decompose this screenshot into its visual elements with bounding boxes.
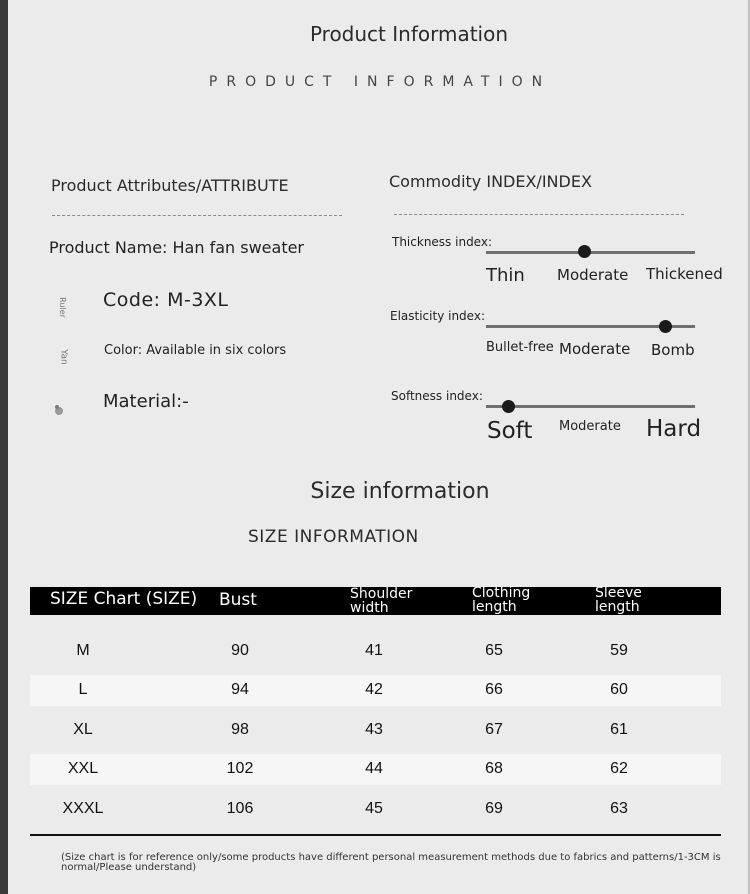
product-name: Product Name: Han fan sweater (49, 238, 305, 257)
cell-shoulder: 42 (365, 681, 383, 698)
size-table-header (30, 587, 721, 615)
table-bottom-rule (30, 834, 721, 836)
thickness-label: Thickness index: (392, 235, 492, 249)
table-row (30, 636, 721, 667)
cell-length: 68 (485, 760, 503, 777)
cell-length: 67 (485, 721, 503, 738)
attributes-divider (52, 215, 342, 216)
elasticity-knob (659, 320, 672, 333)
product-material: Material:- (103, 391, 189, 412)
cell-sleeve: 59 (610, 642, 628, 659)
cell-size: M (76, 642, 90, 659)
table-row (30, 754, 721, 785)
softness-max: Hard (646, 416, 702, 442)
cell-size: L (78, 681, 88, 698)
page-subtitle: PRODUCT INFORMATION (208, 74, 552, 90)
header-sleeve: Sleeve length (595, 585, 642, 615)
thickness-knob (578, 245, 591, 258)
header-bust: Bust (219, 590, 257, 610)
index-heading: Commodity INDEX/INDEX (389, 172, 592, 191)
table-row (30, 675, 721, 706)
thickness-max: Thickened (646, 265, 723, 283)
cell-sleeve: 63 (610, 800, 628, 817)
cell-shoulder: 44 (365, 760, 383, 777)
cell-sleeve: 61 (610, 721, 628, 738)
cell-size: XL (73, 721, 93, 738)
cell-bust: 94 (231, 681, 249, 698)
material-icon (53, 403, 65, 417)
yarn-icon: Yan (58, 349, 69, 365)
header-size: SIZE Chart (SIZE) (50, 589, 198, 609)
elasticity-min: Bullet-free (486, 340, 554, 355)
cell-length: 69 (485, 800, 503, 817)
cell-size: XXL (67, 760, 99, 777)
cell-bust: 102 (226, 760, 254, 777)
softness-label: Softness index: (391, 389, 483, 403)
page-title: Product Information (309, 22, 509, 46)
cell-sleeve: 62 (610, 760, 628, 777)
cell-sleeve: 60 (610, 681, 628, 698)
elasticity-max: Bomb (651, 341, 695, 359)
cell-size: XXXL (62, 800, 104, 817)
cell-bust: 90 (231, 642, 249, 659)
cell-shoulder: 41 (365, 642, 383, 659)
cell-shoulder: 43 (365, 721, 383, 738)
elasticity-label: Elasticity index: (390, 309, 485, 323)
table-row (30, 794, 721, 825)
size-note: (Size chart is for reference only/some products have different personal measurement methods due to fabrics and patterns/1-3CM is normal/Please understand) (61, 852, 721, 873)
size-subtitle: SIZE INFORMATION (248, 527, 419, 547)
softness-mid: Moderate (559, 419, 621, 434)
cell-bust: 106 (226, 800, 254, 817)
softness-track (486, 405, 695, 408)
cell-shoulder: 45 (365, 800, 383, 817)
left-edge-bar (0, 0, 8, 894)
softness-min: Soft (487, 418, 533, 444)
table-row (30, 715, 721, 746)
cell-length: 66 (485, 681, 503, 698)
size-title: Size information (310, 479, 490, 504)
thickness-min: Thin (486, 265, 525, 286)
elasticity-mid: Moderate (559, 340, 631, 358)
ruler-icon: Ruler (57, 297, 67, 318)
header-shoulder: Shoulder width (350, 586, 413, 616)
header-length: Clothing length (472, 585, 531, 615)
attributes-heading: Product Attributes/ATTRIBUTE (51, 176, 289, 195)
index-divider (394, 214, 684, 215)
softness-knob (502, 400, 515, 413)
product-code: Code: M-3XL (103, 289, 229, 311)
product-color: Color: Available in six colors (104, 343, 287, 358)
thickness-mid: Moderate (557, 266, 629, 284)
cell-length: 65 (485, 642, 503, 659)
cell-bust: 98 (231, 721, 249, 738)
